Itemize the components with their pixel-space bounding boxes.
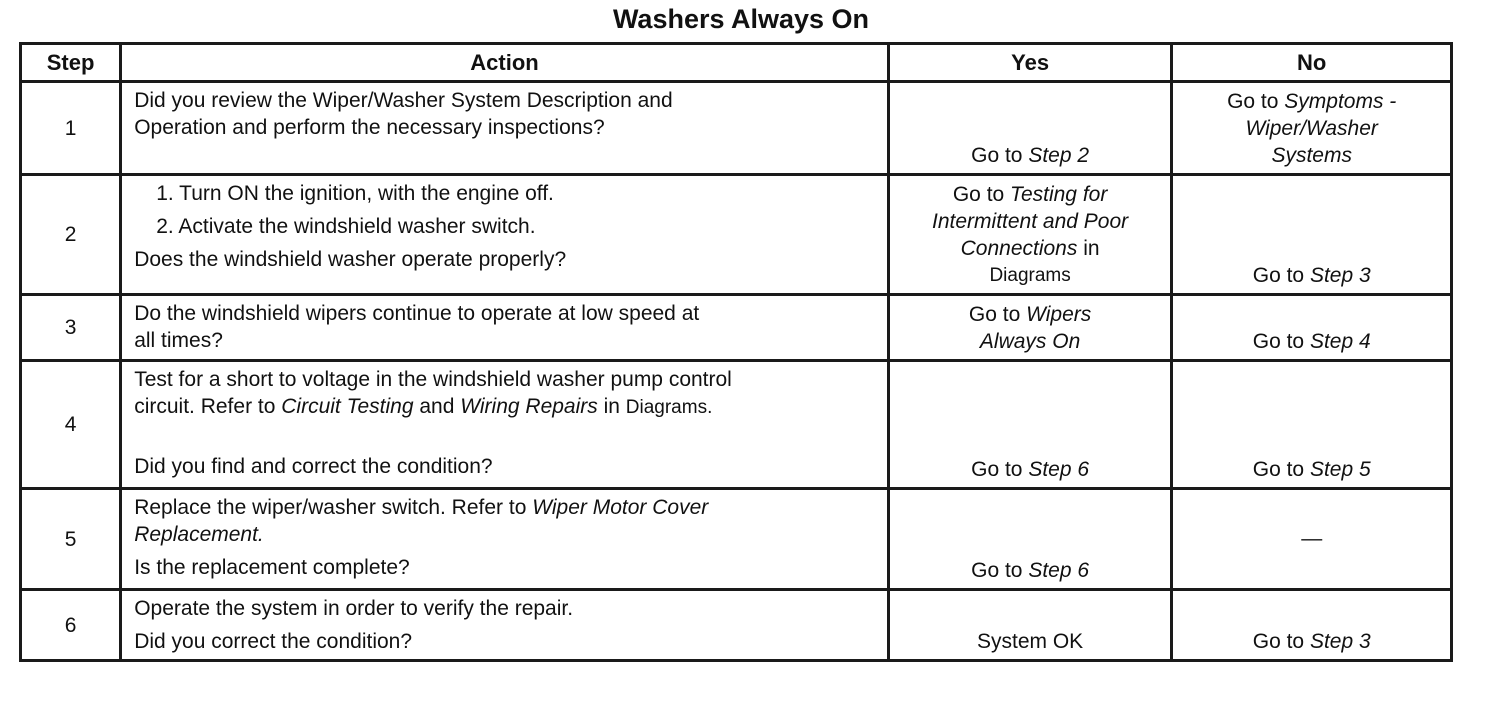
header-no: No bbox=[1172, 44, 1452, 82]
no-symptoms-link[interactable]: Symptoms - bbox=[1284, 90, 1397, 113]
diagnostic-table bbox=[19, 42, 1453, 662]
yes-step-link[interactable]: Step 6 bbox=[1028, 559, 1090, 582]
no-text: Go to bbox=[1252, 330, 1310, 353]
yes-cell bbox=[888, 82, 1172, 175]
step-number: 3 bbox=[21, 295, 121, 361]
no-cell bbox=[1172, 82, 1452, 175]
action-text: and bbox=[413, 395, 461, 418]
no-step-link[interactable]: Step 3 bbox=[1309, 630, 1371, 653]
action-text: Do the windshield wipers continue to operate at low speed at bbox=[134, 302, 700, 325]
yes-wipers-link[interactable]: Always On bbox=[979, 330, 1081, 353]
no-step-link[interactable]: Step 4 bbox=[1309, 330, 1371, 353]
wiring-repairs-link[interactable]: Wiring Repairs bbox=[460, 395, 598, 418]
no-cell bbox=[1172, 175, 1452, 295]
yes-text: Go to bbox=[968, 303, 1027, 326]
yes-testing-link[interactable]: Testing for bbox=[1010, 183, 1108, 206]
wiper-motor-cover-link[interactable]: Replacement. bbox=[134, 523, 264, 546]
action-question: Did you correct the condition? bbox=[134, 630, 413, 653]
no-cell bbox=[1172, 361, 1452, 489]
yes-text: Go to bbox=[971, 144, 1029, 167]
no-text: Go to bbox=[1252, 458, 1310, 481]
step-number: 2 bbox=[21, 175, 121, 295]
yes-wipers-link[interactable]: Wipers bbox=[1026, 303, 1092, 326]
no-text: Go to bbox=[1227, 90, 1285, 113]
step-number: 1 bbox=[21, 82, 121, 175]
step-number: 5 bbox=[21, 489, 121, 590]
action-cell bbox=[121, 295, 889, 361]
header-step: Step bbox=[21, 44, 121, 82]
action-text: all times? bbox=[134, 329, 223, 352]
yes-testing-link[interactable]: Intermittent and Poor bbox=[932, 210, 1129, 233]
yes-step-link[interactable]: Step 2 bbox=[1028, 144, 1090, 167]
action-list-item: 1. Turn ON the ignition, with the engine off. bbox=[156, 182, 554, 205]
table-row bbox=[21, 489, 1452, 590]
action-cell bbox=[121, 82, 889, 175]
action-cell bbox=[121, 590, 889, 661]
header-action: Action bbox=[121, 44, 889, 82]
header-row bbox=[21, 44, 1452, 82]
yes-cell bbox=[888, 361, 1172, 489]
yes-text: Go to bbox=[971, 559, 1029, 582]
yes-cell bbox=[888, 590, 1172, 661]
action-text: Operation and perform the necessary inspections? bbox=[134, 116, 605, 139]
action-cell bbox=[121, 175, 889, 295]
yes-cell bbox=[888, 489, 1172, 590]
circuit-testing-link[interactable]: Circuit Testing bbox=[281, 395, 414, 418]
no-cell bbox=[1172, 489, 1452, 590]
action-cell bbox=[121, 361, 889, 489]
no-cell bbox=[1172, 295, 1452, 361]
action-question: Did you find and correct the condition? bbox=[134, 455, 493, 478]
no-step-link[interactable]: Step 5 bbox=[1309, 458, 1371, 481]
action-question: Is the replacement complete? bbox=[134, 556, 410, 579]
wiper-motor-cover-link[interactable]: Wiper Motor Cover bbox=[532, 496, 709, 519]
table-row bbox=[21, 82, 1452, 175]
yes-cell bbox=[888, 295, 1172, 361]
no-step-link[interactable]: Step 3 bbox=[1309, 264, 1371, 287]
no-dash: — bbox=[1301, 526, 1323, 550]
action-list-item: 2. Activate the windshield washer switch. bbox=[156, 215, 536, 238]
table-row bbox=[21, 295, 1452, 361]
no-text: Go to bbox=[1252, 264, 1310, 287]
action-text: in bbox=[597, 395, 626, 418]
action-text: Replace the wiper/washer switch. Refer to bbox=[134, 496, 533, 519]
yes-testing-link[interactable]: Connections bbox=[960, 237, 1078, 260]
step-number: 4 bbox=[21, 361, 121, 489]
no-cell bbox=[1172, 590, 1452, 661]
no-symptoms-link[interactable]: Wiper/Washer bbox=[1245, 117, 1378, 140]
yes-text: System OK bbox=[976, 630, 1084, 653]
action-question: Does the windshield washer operate properly? bbox=[134, 248, 567, 271]
action-text: Operate the system in order to verify the repair. bbox=[134, 597, 574, 620]
yes-text: in bbox=[1077, 237, 1100, 260]
yes-step-link[interactable]: Step 6 bbox=[1028, 458, 1090, 481]
action-text: circuit. Refer to bbox=[134, 395, 282, 418]
yes-text: Go to bbox=[971, 458, 1029, 481]
action-text: Did you review the Wiper/Washer System Description and bbox=[134, 89, 673, 112]
yes-diagrams-link[interactable]: Diagrams bbox=[989, 265, 1071, 286]
action-cell bbox=[121, 489, 889, 590]
header-yes: Yes bbox=[888, 44, 1172, 82]
no-text: Go to bbox=[1252, 630, 1310, 653]
yes-cell bbox=[888, 175, 1172, 295]
step-number: 6 bbox=[21, 590, 121, 661]
diagrams-link[interactable]: Diagrams. bbox=[625, 397, 713, 418]
table-row bbox=[21, 175, 1452, 295]
yes-text: Go to bbox=[952, 183, 1011, 206]
no-symptoms-link[interactable]: Systems bbox=[1271, 144, 1352, 167]
table-row bbox=[21, 590, 1452, 661]
table-row bbox=[21, 361, 1452, 489]
page-title: Washers Always On bbox=[612, 4, 870, 34]
action-text: Test for a short to voltage in the windshield washer pump control bbox=[134, 368, 732, 391]
